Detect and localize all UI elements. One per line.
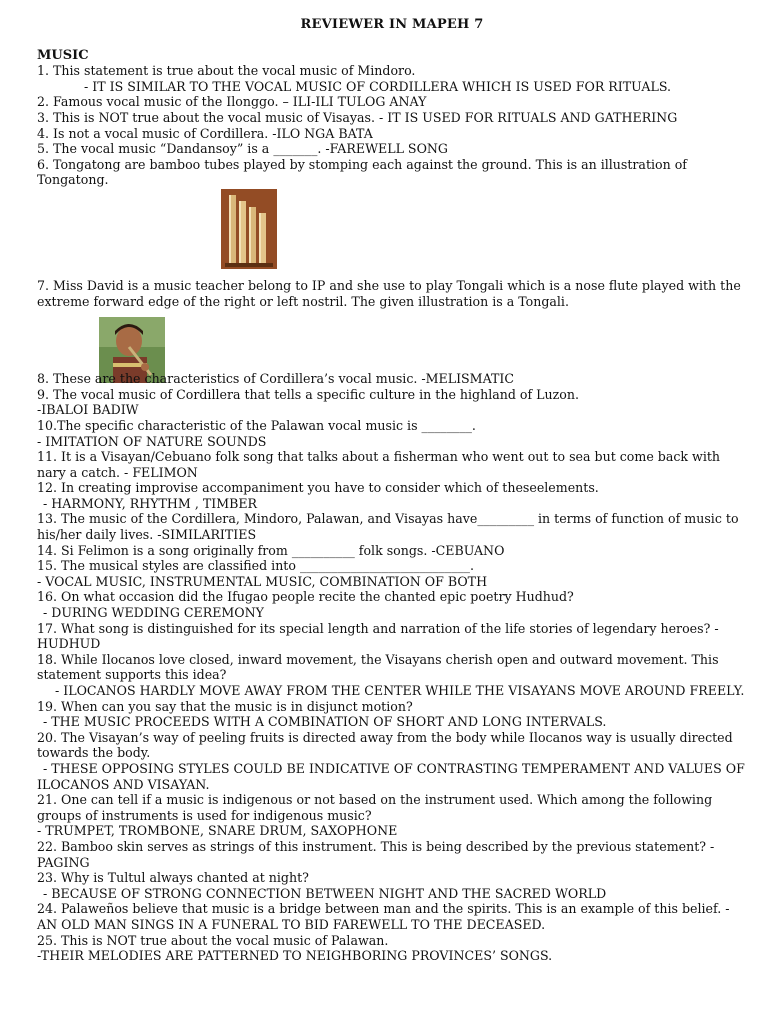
question-13: 13. The music of the Cordillera, Mindoro, Palawan, and Visayas have_________ in terms of function of music to his/her daily lives. -SIMILARITIES — [37, 511, 739, 543]
question-10: 10.The specific characteristic of the Palawan vocal music is ________. — [37, 417, 476, 433]
question-21: 21. One can tell if a music is indigenous or not based on the instrument used. Which among the following groups of instruments is used for indigenous music? — [37, 792, 713, 823]
question-2: 2. Famous vocal music of the Ilonggo. – ILI-ILI TULOG ANAY — [37, 94, 427, 110]
question-14: 14. Si Felimon is a song originally from __________ folk songs. -CEBUANO — [37, 542, 505, 558]
answer-1: - IT IS SIMILAR TO THE VOCAL MUSIC OF CORDILLERA WHICH IS USED FOR RITUALS. — [84, 78, 672, 94]
tongatong-image — [221, 189, 277, 269]
question-12: 12. In creating improvise accompaniment you have to consider which of theseelements. — [37, 480, 599, 496]
question-20: 20. The Visayan’s way of peeling fruits is directed away from the body while Ilocanos way is usually directed towards the body. — [37, 729, 733, 761]
question-22: 22. Bamboo skin serves as strings of this instrument. This is being described by the previous statement? - PAGING — [37, 838, 715, 870]
section-heading: MUSIC — [37, 47, 89, 63]
answer-15: - VOCAL MUSIC, INSTRUMENTAL MUSIC, COMBINATION OF BOTH — [37, 573, 488, 589]
document-page — [37, 17, 747, 964]
question-4: 4. Is not a vocal music of Cordillera. -ILO NGA BATA — [37, 125, 373, 141]
question-19: 19. When can you say that the music is in disjunct motion? — [37, 698, 413, 714]
question-8: 8. These are the characteristics of Cordillera’s vocal music. -MELISMATIC — [37, 371, 514, 387]
question-11: 11. It is a Visayan/Cebuano folk song that talks about a fisherman who went out to sea but come back with nary a catch. - FELIMON — [37, 449, 721, 480]
answer-16: - DURING WEDDING CEREMONY — [43, 605, 264, 621]
page-title: REVIEWER IN MAPEH 7 — [300, 17, 484, 32]
question-24: 24. Palaweños believe that music is a bridge between man and the spirits. This is an example of this belief. -AN OLD MAN SINGS IN A FUNERAL TO BID FAREWELL TO THE DECEASED. — [37, 901, 730, 932]
answer-9: -IBALOI BADIW — [37, 402, 139, 418]
question-1: 1. This statement is true about the vocal music of Mindoro. — [37, 63, 416, 79]
question-16: 16. On what occasion did the Ifugao people recite the chanted epic poetry Hudhud? — [37, 589, 574, 605]
tongali-image-wrap — [37, 309, 747, 371]
answer-21: - TRUMPET, TROMBONE, SNARE DRUM, SAXOPHONE — [37, 823, 398, 839]
answer-10: - IMITATION OF NATURE SOUNDS — [37, 433, 267, 449]
answer-23: - BECAUSE OF STRONG CONNECTION BETWEEN NIGHT AND THE SACRED WORLD — [43, 885, 607, 901]
question-15: 15. The musical styles are classified into ___________________________. — [37, 558, 474, 574]
question-7: 7. Miss David is a music teacher belong to IP and she use to play Tongali which is a nose flute played with the extreme forward edge of the right or left nostril. The given illustration is a Tongali. — [37, 277, 741, 309]
answer-20: - THESE OPPOSING STYLES COULD BE INDICATIVE OF CONTRASTING TEMPERAMENT AND VALUES OF ILOCANOS AND VISAYAN. — [37, 760, 745, 792]
question-6: 6. Tongatong are bamboo tubes played by stomping each against the ground. This is an illustration of Tongatong. — [37, 156, 687, 188]
question-3: 3. This is NOT true about the vocal music of Visayas. - IT IS USED FOR RITUALS AND GATHERING — [37, 109, 678, 125]
answer-18: - ILOCANOS HARDLY MOVE AWAY FROM THE CENTER WHILE THE VISAYANS MOVE AROUND FREELY. — [55, 683, 745, 698]
answer-19: - THE MUSIC PROCEEDS WITH A COMBINATION OF SHORT AND LONG INTERVALS. — [43, 714, 607, 730]
answer-12: - HARMONY, RHYTHM , TIMBER — [43, 495, 258, 511]
question-17: 17. What song is distinguished for its special length and narration of the life stories of legendary heroes? - HUDHUD — [37, 620, 719, 652]
answer-25: -THEIR MELODIES ARE PATTERNED TO NEIGHBORING PROVINCES’ SONGS. — [37, 948, 553, 964]
question-9: 9. The vocal music of Cordillera that tells a specific culture in the highland of Luzon. — [37, 386, 579, 402]
question-5: 5. The vocal music “Dandansoy” is a _______. -FAREWELL SONG — [37, 141, 448, 157]
question-23: 23. Why is Tultul always chanted at night? — [37, 870, 309, 886]
question-25: 25. This is NOT true about the vocal music of Palawan. — [37, 932, 389, 948]
question-18: 18. While Ilocanos love closed, inward movement, the Visayans cherish open and outward movement. This statement supports this idea? — [37, 651, 719, 683]
